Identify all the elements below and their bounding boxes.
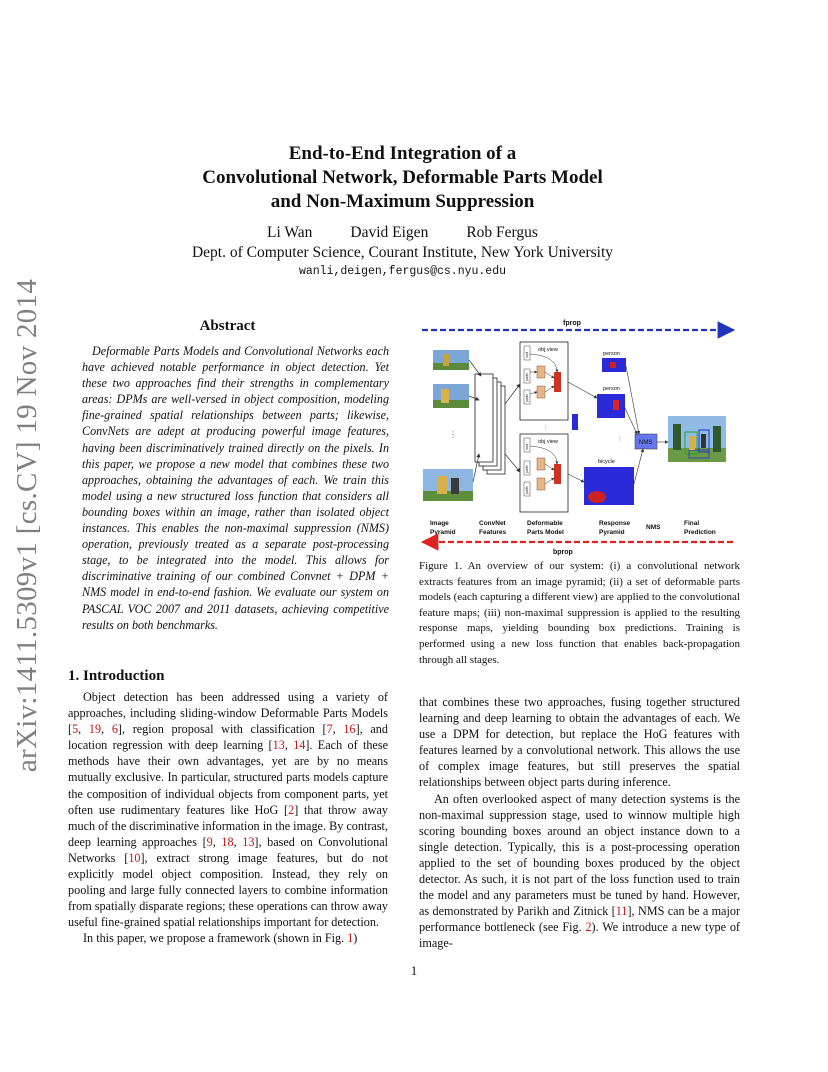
title-line-2: Convolutional Network, Deformable Parts Model bbox=[202, 167, 603, 188]
stage-label: Deformable bbox=[527, 520, 563, 527]
citation-link[interactable]: 7 bbox=[326, 722, 333, 737]
author-emails: wanli,deigen,fergus@cs.nyu.edu bbox=[298, 265, 507, 278]
title-line-3: and Non-Maximum Suppression bbox=[270, 191, 535, 212]
intro-paragraph: In this paper, we propose a framework (shown in Fig. 1) bbox=[83, 931, 358, 946]
intro-paragraph: An often overlooked aspect of many detection systems is the non-maximal suppression stage, used to winnow multiple high scoring bounding boxes around an object instance down to a single detection. Typically, this is a post-processing operation applied to the set of bounding boxes produced by the object detector. As such, it is not part of the loss function used to train the model and any parameters must be tuned by hand. However, as demonstrated by Parikh and Zitnick [11], NMS can be a major performance bottleneck (see Fig. 2). We introduce a new type of image- bbox=[419, 791, 741, 951]
citation-link[interactable]: 13 bbox=[242, 834, 255, 849]
stage-label: ConvNet bbox=[479, 520, 506, 527]
arxiv-id-text: arXiv:1411.5309v1 [cs.CV] 19 Nov 2014 bbox=[11, 278, 44, 772]
abstract-heading: Abstract bbox=[199, 318, 256, 334]
citation-link[interactable]: 13 bbox=[272, 738, 285, 753]
dpm-bottom bbox=[520, 434, 568, 512]
author-name: Rob Fergus bbox=[466, 224, 538, 241]
arxiv-stamp bbox=[2, 278, 54, 772]
abstract-body: Deformable Parts Models and Convolutional Networks each have achieved notable performance in object detection. Yet these two approaches find their strengths in complementary areas: DPMs are well-versed in object composition, modeling fine-grained spatial relationships between parts; likewise, ConvNets are adept at producing powerful image features, having been discriminatively trained directly on the pixels. In this paper, we propose a new model that combines these two approaches, obtaining the advantages of each. We train this model using a new structured loss function that considers all bounding boxes within an image, rather than isolated object instances. This enables the non-maximal suppression (NMS) operation, previously treated as a separate post-processing stage, to be integrated into the model. This allows for discriminative training of our combined Convnet + DPM + NMS model in end-to-end fashion. We evaluate our system on PASCAL VOC 2007 and 2011 datasets, achieving competitive results on both benchmarks. bbox=[82, 344, 389, 632]
part-label: root bbox=[525, 443, 529, 450]
title-line-1: End-to-End Integration of a bbox=[288, 143, 517, 164]
citation-link[interactable]: 5 bbox=[72, 722, 79, 737]
author-name: David Eigen bbox=[350, 224, 429, 241]
part-label: parts bbox=[525, 373, 529, 381]
stage-label: Image bbox=[430, 520, 449, 527]
stage-label: Pyramid bbox=[599, 529, 625, 536]
paper-title bbox=[150, 142, 655, 214]
dpm-top bbox=[520, 342, 568, 420]
part-label: parts bbox=[525, 394, 529, 402]
author-name: Li Wan bbox=[267, 224, 313, 241]
stage-label: Features bbox=[479, 529, 507, 536]
part-label: parts bbox=[525, 465, 529, 473]
citation-link[interactable]: 16 bbox=[343, 722, 356, 737]
citation-link[interactable]: 11 bbox=[615, 904, 628, 919]
intro-paragraph: Object detection has been addressed using a variety of approaches, including sliding-window Deformable Parts Models [5, 19, 6], region proposal with classification [7, 16], and location regression with deep learning [13, 14]. Each of these methods have their own advantages, yet are by no means mutually exclusive. In particular, structured parts models capture the composition of individual objects from component parts, yet often use rudimentary features like HoG [2] that throw away much of the discriminative information in the image. By contrast, deep learning approaches [9, 18, 13], based on Convolutional Networks [10], extract strong image features, but do not explicitly model object composition. Instead, they rely on pooling and large fully connected layers to combine information from spatially disparate regions; these operations can throw away useful fine-grained spatial relationships important for detection. bbox=[68, 690, 389, 930]
citation-link[interactable]: 2 bbox=[585, 920, 592, 935]
citation-link[interactable]: 1 bbox=[347, 931, 354, 946]
citation-link[interactable]: 6 bbox=[111, 722, 118, 737]
bprop-label: bprop bbox=[553, 549, 573, 556]
part-label: root bbox=[525, 351, 529, 358]
stage-label: Pyramid bbox=[430, 529, 456, 536]
stage-labels bbox=[430, 520, 716, 536]
stage-label: NMS bbox=[646, 524, 661, 531]
citation-link[interactable]: 18 bbox=[221, 834, 234, 849]
citation-link[interactable]: 9 bbox=[206, 834, 213, 849]
intro-right-column bbox=[419, 694, 740, 952]
convnet-features bbox=[469, 360, 505, 482]
stage-label: Prediction bbox=[684, 529, 716, 536]
page-number: 1 bbox=[410, 963, 418, 978]
stage-label: Parts Model bbox=[527, 529, 564, 536]
obj-view-label: obj view bbox=[538, 439, 558, 445]
person-label: person bbox=[603, 351, 620, 357]
svg-text:⋮: ⋮ bbox=[449, 430, 457, 439]
intro-paragraph: that combines these two approaches, fusing together structured learning and deep learning to obtain the advantages of each. We use a DPM for detection, but replace the HoG features with features learned by a convolutional network. This allows the use of complex image features, but still preserves the spatial relationships between object parts during inference. bbox=[419, 695, 740, 790]
stage-label: Final bbox=[684, 520, 700, 527]
image-pyramid bbox=[423, 350, 473, 501]
stage-label: Response bbox=[599, 520, 631, 527]
svg-text:⋮: ⋮ bbox=[617, 436, 623, 442]
intro-left-column bbox=[68, 689, 388, 947]
bicycle-label: bicycle bbox=[598, 459, 615, 465]
obj-view-label: obj view bbox=[538, 347, 558, 353]
citation-link[interactable]: 19 bbox=[88, 722, 102, 737]
citation-link[interactable]: 14 bbox=[293, 738, 306, 753]
nms-box-label: NMS bbox=[639, 440, 653, 446]
response-pyramid bbox=[568, 351, 634, 505]
citation-link[interactable]: 2 bbox=[288, 802, 295, 817]
figure-1-caption: Figure 1. An overview of our system: (i) a convolutional network extracts features from an image pyramid; (ii) a set of deformable parts models (each capturing a different view) are applied to the convolutional feature maps; (iii) non-maximal suppression is applied to the resulting response maps, yielding bounding box predictions. Training is performed using a new loss function that enables back-propagation through all stages. bbox=[419, 560, 740, 666]
citation-link[interactable]: 10 bbox=[128, 850, 141, 865]
author-list bbox=[150, 224, 655, 242]
section-heading-introduction: 1. Introduction bbox=[68, 668, 165, 684]
person-label: person bbox=[603, 386, 620, 392]
final-prediction-image bbox=[668, 416, 726, 462]
part-label: parts bbox=[525, 486, 529, 494]
affiliation: Dept. of Computer Science, Courant Institute, New York University bbox=[191, 244, 614, 261]
svg-text:⋮: ⋮ bbox=[543, 425, 549, 431]
figure-1-diagram bbox=[417, 314, 741, 558]
fprop-label: fprop bbox=[563, 320, 581, 327]
